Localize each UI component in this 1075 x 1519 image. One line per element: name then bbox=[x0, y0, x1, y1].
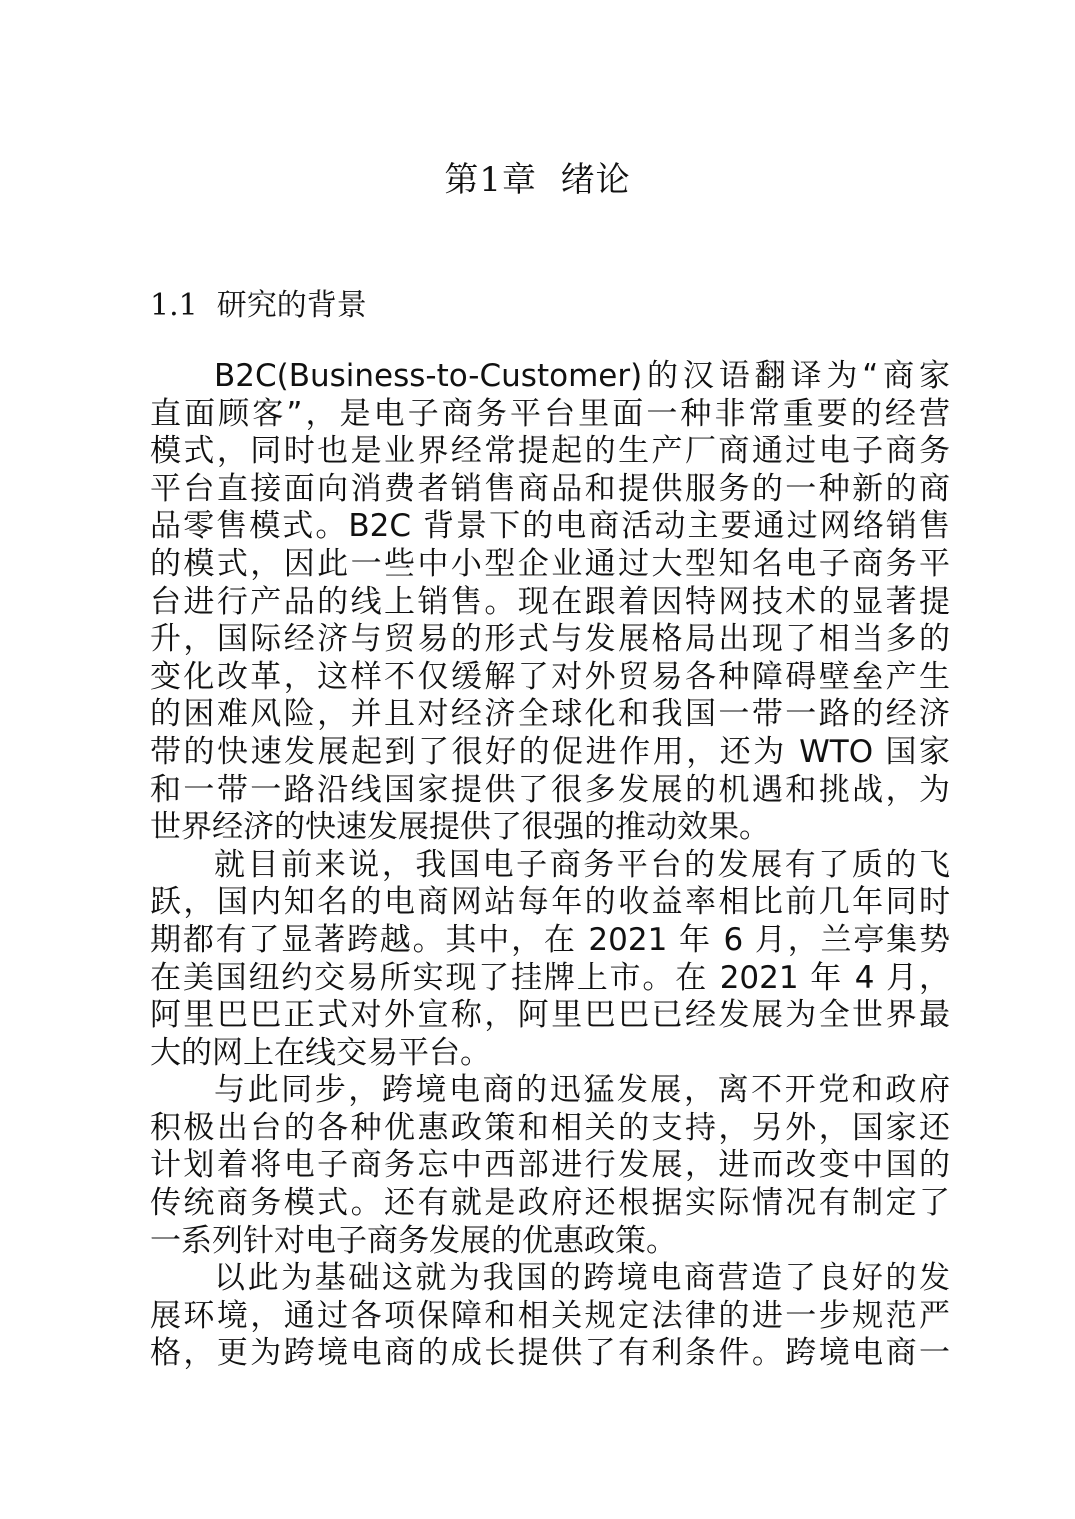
text-line: 世界经济的快速发展提供了很强的推动效果。 bbox=[150, 809, 770, 846]
text-line: 以此为基础这就为我国的跨境电商营造了良好的发 bbox=[214, 1260, 950, 1297]
text-line: 和一带一路沿线国家提供了很多发展的机遇和挑战，为 bbox=[150, 771, 950, 808]
text-line: 跃，国内知名的电商网站每年的收益率相比前几年同时 bbox=[150, 884, 950, 921]
text-line: 台进行产品的线上销售。现在跟着因特网技术的显著提 bbox=[150, 583, 950, 620]
text-line: 的困难风险，并且对经济全球化和我国一带一路的经济 bbox=[150, 696, 950, 733]
paragraph bbox=[150, 1260, 950, 1373]
text-line: 升，国际经济与贸易的形式与发展格局出现了相当多的 bbox=[150, 621, 950, 658]
text-line: 品零售模式。B2C 背景下的电商活动主要通过网络销售 bbox=[150, 508, 950, 545]
text-line: 与此同步，跨境电商的迅猛发展，离不开党和政府 bbox=[214, 1072, 950, 1109]
text-line: 一系列针对电子商务发展的优惠政策。 bbox=[150, 1222, 677, 1259]
text-line: 平台直接面向消费者销售商品和提供服务的一种新的商 bbox=[150, 470, 950, 507]
text-line: 就目前来说，我国电子商务平台的发展有了质的飞 bbox=[214, 846, 950, 883]
text-line: 大的网上在线交易平台。 bbox=[150, 1034, 491, 1071]
chapter-title: 第1章 绪论 bbox=[444, 160, 631, 200]
text-line: 带的快速发展起到了很好的促进作用，还为 WTO 国家 bbox=[150, 733, 950, 770]
paragraph bbox=[150, 1072, 950, 1260]
paragraph bbox=[150, 358, 950, 847]
text-line: 变化改革，这样不仅缓解了对外贸易各种障碍壁垒产生 bbox=[150, 658, 950, 695]
paragraph bbox=[150, 847, 950, 1073]
text-line: 在美国纽约交易所实现了挂牌上市。在 2021 年 4 月， bbox=[150, 959, 950, 996]
text-line: 积极出台的各种优惠政策和相关的支持，另外，国家还 bbox=[150, 1109, 950, 1146]
text-line: 展环境，通过各项保障和相关规定法律的进一步规范严 bbox=[150, 1297, 950, 1334]
text-line: 阿里巴巴正式对外宣称，阿里巴巴已经发展为全世界最 bbox=[150, 997, 950, 1034]
text-line: 直面顾客”，是电子商务平台里面一种非常重要的经营 bbox=[150, 395, 950, 432]
text-line: 传统商务模式。还有就是政府还根据实际情况有制定了 bbox=[150, 1185, 950, 1222]
text-line: 计划着将电子商务忘中西部进行发展，进而改变中国的 bbox=[150, 1147, 950, 1184]
text-line: 的模式，因此一些中小型企业通过大型知名电子商务平 bbox=[150, 545, 950, 582]
text-line: 格，更为跨境电商的成长提供了有利条件。跨境电商一 bbox=[150, 1335, 950, 1372]
text-line: 模式，同时也是业界经常提起的生产厂商通过电子商务 bbox=[150, 433, 950, 470]
body-text bbox=[150, 358, 950, 1373]
section-heading: 1.1 研究的背景 bbox=[150, 288, 367, 323]
text-line: 期都有了显著跨越。其中，在 2021 年 6 月，兰亭集势 bbox=[150, 921, 950, 958]
text-line: B2C(Business-to-Customer)的汉语翻译为“商家 bbox=[214, 358, 950, 394]
